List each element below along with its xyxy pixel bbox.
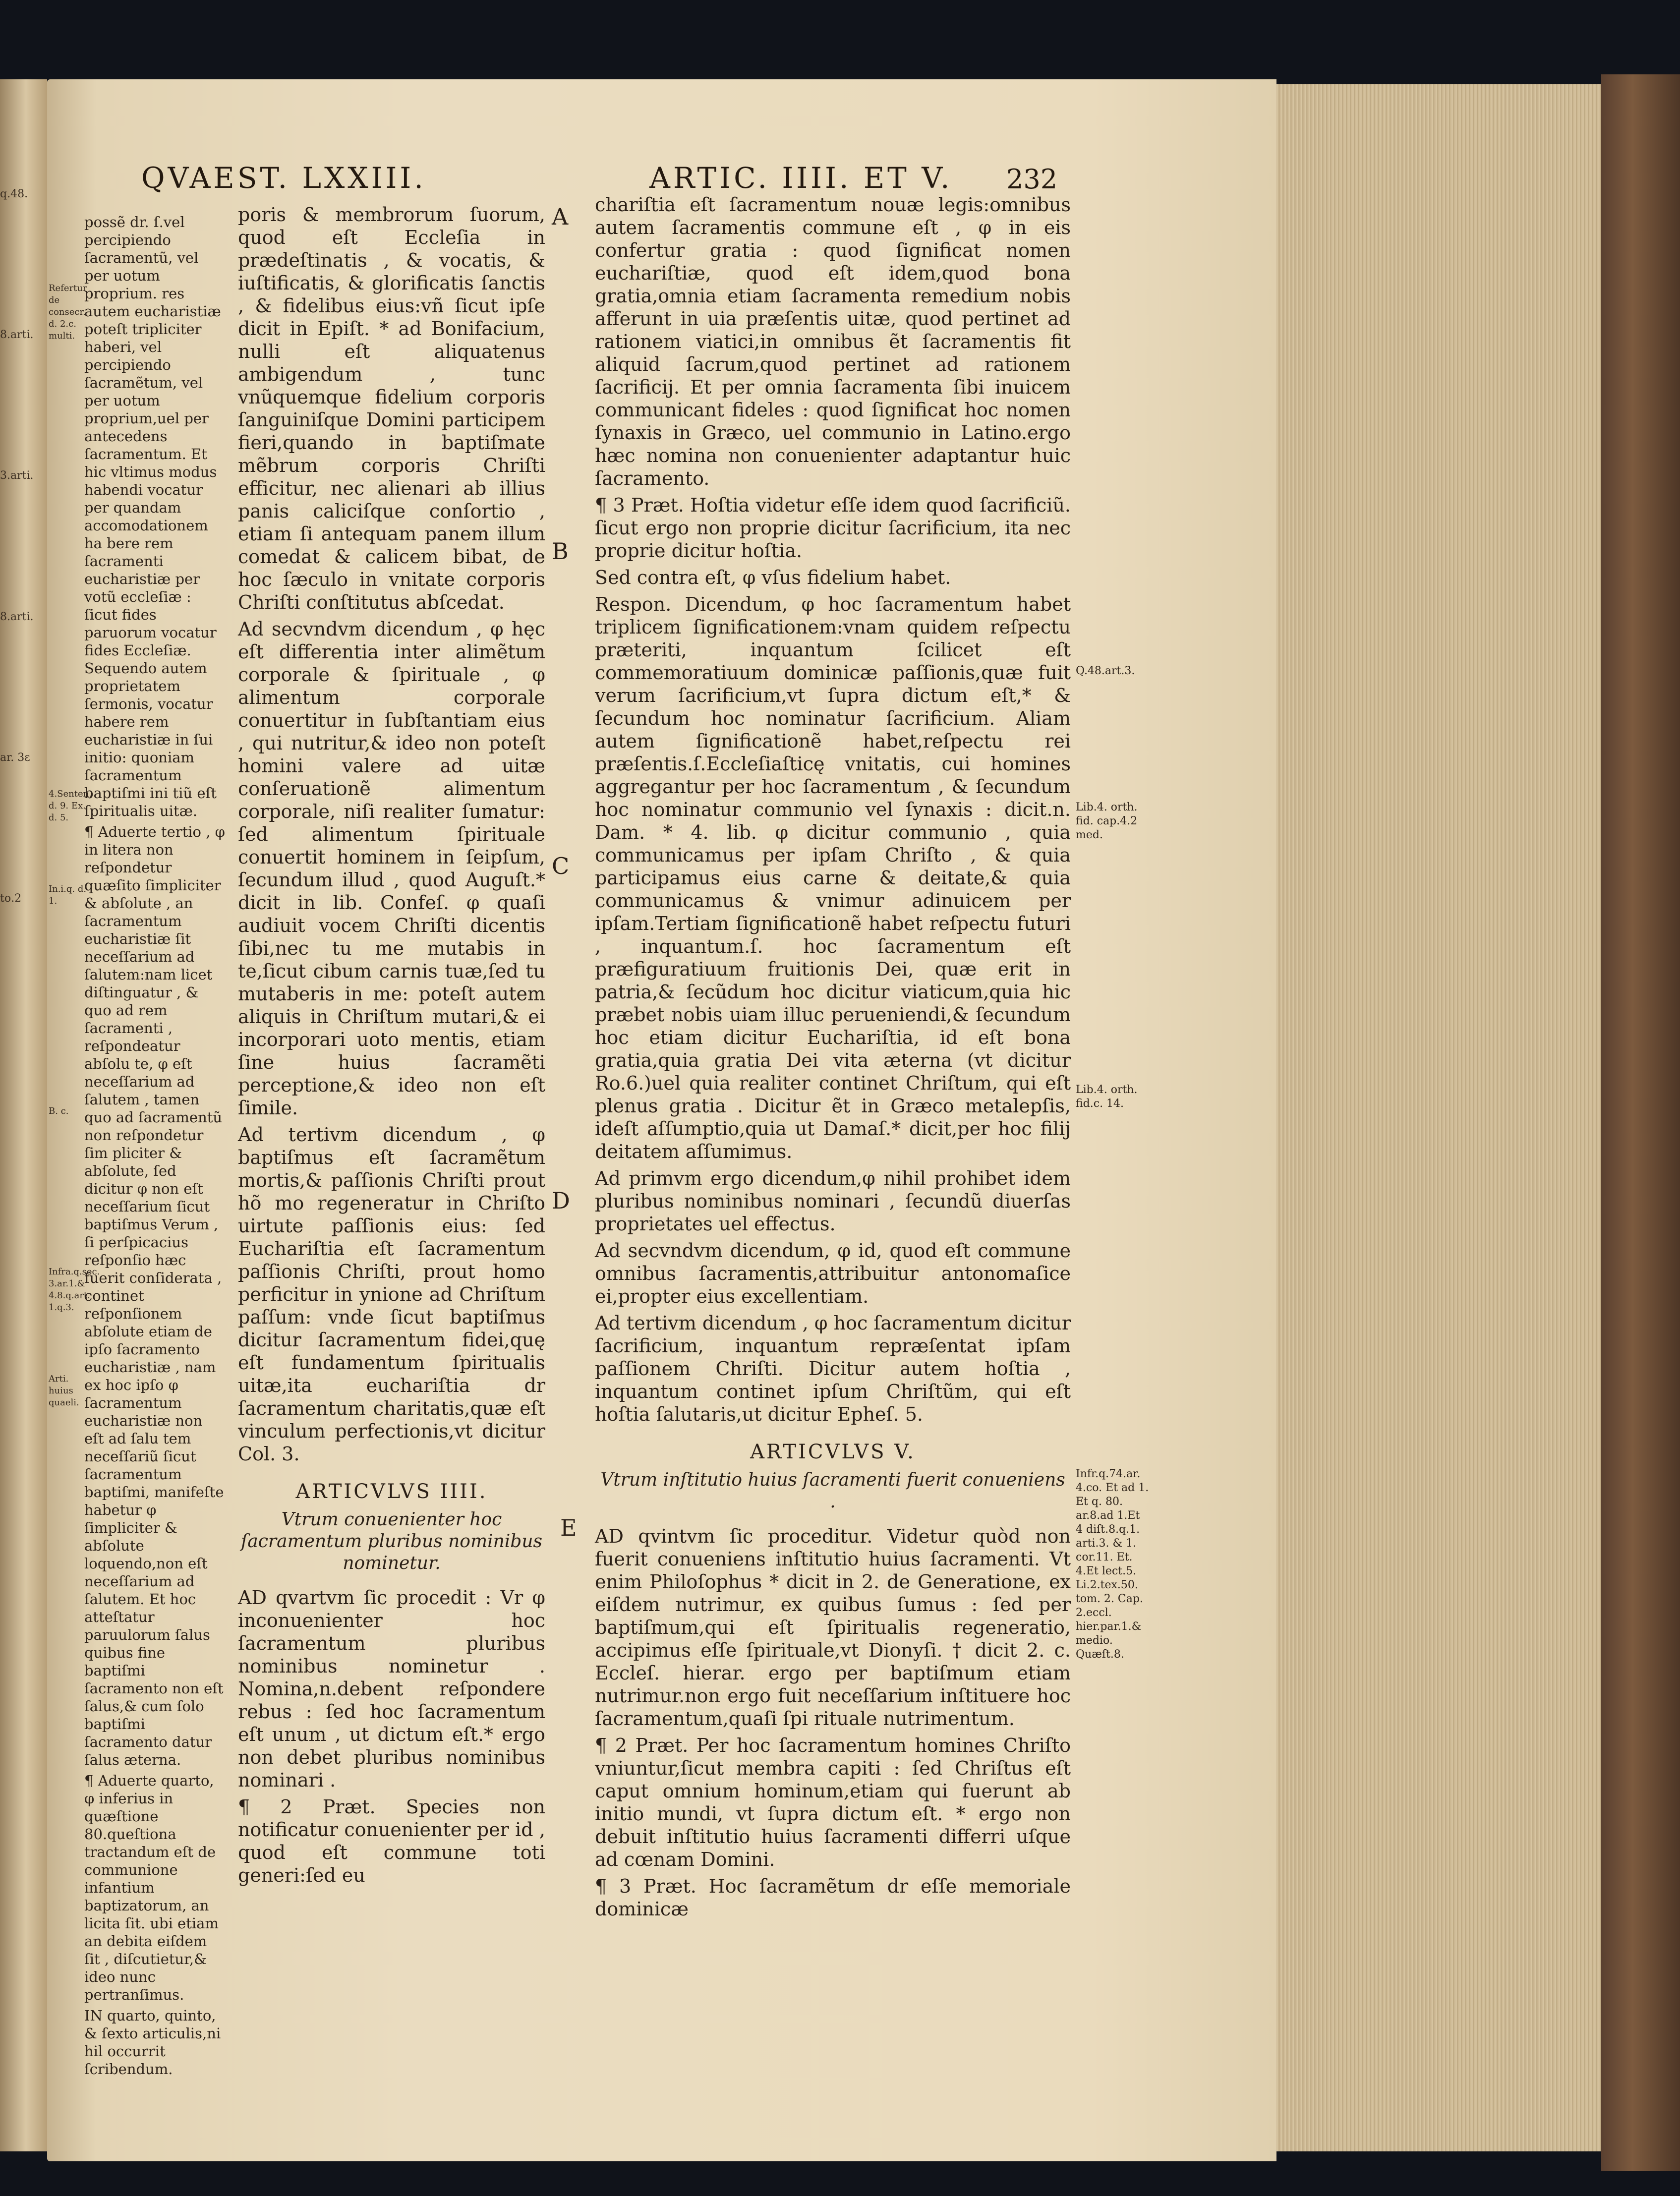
running-head-right: ARTIC. IIII. ET V. [649,161,953,195]
body-paragraph: Ad primvm ergo dicendum,φ nihil prohibet idem pluribus nominibus nominari , ſecundũ diuerſas proprietates uel effectus. [595,1167,1071,1235]
section-letter: A [552,203,569,230]
article-4-question: Vtrum conuenienter hoc ſacramentum pluribus nominibus nominetur. [240,1509,542,1573]
outer-margin-note: Lib.4. orth. fid.c. 14. [1076,1084,1138,1110]
margin-note: Arti. huius quaeli. [49,1374,79,1408]
left-leaf-note: tο.2 [0,892,22,905]
margin-note: Infra.q.sec. 3.ar.1.& 4.8.q.art. 1.q.3. [49,1267,100,1313]
article-4-heading: ARTICVLVS IIII. [295,1480,488,1503]
gloss-paragraph: IN quarto, quinto, & ſexto articulis,ni hil occurrit ſcribendum. [84,2007,221,2078]
section-letter: E [560,1514,577,1541]
body-paragraph: ¶ 3 Præt. Hoſtia videtur eſſe idem quod ſacrificiũ. ſicut ergo non proprie dicitur ſacrificium, ita nec proprie dicitur hoſtia. [595,494,1071,562]
text-column-a [238,203,545,1891]
body-paragraph: AD qvintvm ſic proceditur. Videtur quòd non fuerit conueniens inſtitutio huius ſacramenti. Vt enim Philoſophus * dicit in 2. de Generatione, ex eiſdem nutrimur, ex quibus ſumus : ſed per baptiſmum,qui eſt ſpiritualis regeneratio, accipimus eſſe ſpirituale,vt Dionyſi. † dicit 2. c. Eccleſ. hierar. ergo per baptiſmum etiam nutrimur.non ergo fuit neceſſarium inſtituere hoc ſacramentum,quaſi ſpi rituale nutrimentum. [595,1525,1071,1730]
body-paragraph: poris & membrorum ſuorum, quod eſt Eccleſia in prædeſtinatis , & vocatis, & iuſtificatis, & glorificatis ſanctis , & fidelibus eius:vñ ſicut ipſe dicit in Epiſt. * ad Bonifacium, nulli eſt aliquatenus ambigendum , tunc vnũquemque fidelium corporis ſanguiniſque Domini participem fieri,quando in baptiſmate mẽbrum corporis Chriſti efficitur, nec alienari ab illius panis caliciſque conſortio , etiam ſi antequam panem illum comedat & calicem bibat, de hoc ſæculo in vnitate corporis Chriſti conſtitutus abſcedat. [238,204,545,613]
gloss-paragraph: ¶ Aduerte tertio , φ in litera non reſpondetur quæſito ſimpliciter & abſolute , an ſacramentum eucharistiæ ſit neceſſarium ad ſalutem:nam licet diſtinguatur , & quo ad rem ſacramenti , reſpondeatur abſolu te, φ eſt neceſſarium ad ſalutem , tamen quo ad ſacramentũ non reſpondetur ſim pliciter & abſolute, ſed dicitur φ non eſt neceſſarium ſicut baptiſmus Verum , ſi perſpicacius reſponſio hæc fuerit conſiderata , continet reſponſionem abſolute etiam de ipſo ſacramento eucharistiæ , nam ex hoc ipſo φ ſacramentum eucharistiæ non eſt ad ſalu tem neceſſariũ ſicut ſacramentum baptiſmi, manifeſte habetur φ ſimpliciter & abſolute loquendo,non eſt neceſſarium ad ſalutem. Et hoc atteſtatur paruulorum ſalus quibus fine baptiſmi ſacramento non eſt ſalus,& cum ſolo baptiſmi ſacramento datur ſalus æterna. [84,823,225,1768]
gloss-paragraph: ¶ Aduerte quarto, φ inferius in quæſtione 80.queſtiona tractandum eſt de communione infantium baptizatorum, an licita ſit. ubi etiam an debita eiſdem ſit , diſcutietur,& ideo nunc pertranſimus. [84,1772,219,2003]
body-paragraph: chariſtia eſt ſacramentum nouæ legis:omnibus autem ſacramentis commune eſt , φ in eis confertur gratia : quod ſignificat nomen euchariſtiæ, quod eſt idem,quod bona gratia,omnia etiam ſacramenta remedium nobis afferunt in uia præſentis uitæ, quod pertinet ad rationem viatici,in omnibus ẽt ſacramentis fit aliquid ſacrum,quod pertinet ad rationem ſacrificij. Et per omnia ſacramenta ſibi inuicem communicant fideles : quod ſignificat hoc nomen ſynaxis in Græco, uel communio in Latino.ergo hæc nomina non conuenienter adaptantur huic ſacramento. [595,194,1071,489]
margin-note: In.i.q. d. 1. [49,884,87,906]
outer-margin-note: Infr.q.74.ar. 4.co. Et ad 1. Et q. 80. ar.8.ad 1.Et 4 diſt.8.q.1. arti.3. & 1. cor.11. Et. 4.Et lect.5. Li.2.tex.50. tom. 2. Cap. 2.eccl. hier.par.1.& medio. Quæſt.8. [1076,1468,1149,1661]
page-number: 232 [1006,164,1058,195]
left-leaf-notes [0,188,47,1034]
body-paragraph: Ad secvndvm dicendum, φ id, quod eſt commune omnibus ſacramentis,attribuitur antonomaſice ei,propter eius excellentiam. [595,1240,1071,1307]
body-paragraph: ¶ 3 Præt. Hoc ſacramẽtum dr eſſe memoriale dominicæ [595,1875,1071,1920]
running-head-left: QVAEST. LXXIII. [141,161,426,195]
left-leaf-note: ar. 3ε [0,751,30,764]
book-cover-edge [1601,74,1680,2171]
article-5-question: Vtrum inſtitutio huius ſacramenti fuerit conueniens . [600,1470,1065,1512]
left-leaf-note: q.48. [0,188,28,200]
body-paragraph: Ad secvndvm dicendum , φ hęc eſt differentia inter alimẽtum corporale & ſpirituale , φ alimentum corporale conuertitur in ſubſtantiam eius , qui nutritur,& ideo non poteſt homini valere ad uitæ conſeruationẽ alimentum corporale, niſi realiter ſumatur: ſed alimentum ſpirituale conuertit hominem in ſeipſum, ſecundum illud , quod Auguſt.* dicit in lib. Confeſ. φ quaſi audiuit vocem Chriſti dicentis ſibi,nec tu me mutabis in te,ſicut cibum carnis tuæ,ſed tu mutaberis in me: poteſt autem aliquis in Chriſtum mutari,& ei incorporari uoto mentis, etiam ſine huius ſacramẽti perceptione,& ideo non eſt ſimile. [238,618,545,1119]
body-paragraph: Sed contra eſt, φ vſus fidelium habet. [595,567,951,588]
page-fore-edge [1276,84,1633,2151]
section-letter: C [552,853,570,879]
body-paragraph: ¶ 2 Præt. Per hoc ſacramentum homines Chriſto vniuntur,ſicut membra capiti : ſed Chriſtus eſt caput omnium hominum,etiam qui fuerunt ab initio mundi, vt ſupra dictum eſt. * ergo non debuit inſtitutio huius ſacramenti differri uſque ad cœnam Domini. [595,1734,1071,1870]
margin-note: Refertur de consecr. d. 2.c. multi. [49,283,87,341]
margin-note: B. c. [49,1106,69,1116]
section-letter: D [552,1187,570,1214]
body-paragraph: Respon. Dicendum, φ hoc ſacramentum habet triplicem ſignificationem:vnam quidem reſpectu præteriti, inquantum ſcilicet eſt commemoratiuum dominicæ paſſionis,quæ fuit verum ſacrificium,vt ſupra dictum eſt,* & ſecundum hoc nominatur ſacrificium. Aliam autem ſignificationẽ habet,reſpectu rei præſentis.ſ.Eccleſiaſticę vnitatis, cui homines aggregantur per hoc ſacramentum , & ſecundum hoc nominatur communio vel ſynaxis : dicit.n. Dam. * 4. lib. φ dicitur communio , quia communicamus per ipſam Chriſto , & quia participamus eius carne & deitate,& quia communicamus & vnimur adinuicem per ipſam.Tertiam ſignificationẽ habet reſpectu futuri , inquantum.ſ. hoc ſacramentum eſt præfiguratiuum fruitionis Dei, quæ erit in patria,& ſecũdum hoc dicitur viaticum,quia hic præbet nobis uiam illuc perueniendi,& ſecundum hoc etiam dicitur Euchariſtia, id eſt bona gratia,quia gratia Dei vita æterna (vt dicitur Ro.6.)uel quia realiter continet Chriſtum, qui eſt plenus gratia . Dicitur ẽt in Græco metalepſis, ideſt aſſumptio,quia ut Damaſ.* dicit,per hoc filij deitatem aſſumimus. [595,593,1071,1162]
body-paragraph: AD qvartvm ſic procedit : Vr φ inconuenienter hoc ſacramentum pluribus nominibus nominetur . Nomina,n.debent reſpondere rebus : ſed hoc ſacramentum eſt unum , ut dictum eſt.* ergo non debet pluribus nominibus nominari . [238,1587,545,1791]
outer-margin-note: Lib.4. orth. fid. cap.4.2 med. [1076,801,1138,841]
left-leaf-note: 8.arti. [0,610,34,623]
text-column-b [595,193,1071,1924]
body-paragraph: ¶ 2 Præt. Species non notificatur conuenienter per id , quod eſt commune toti generi:ſed eu [238,1796,545,1886]
left-leaf-note: 8.arti. [0,329,34,342]
inner-margin-notes [49,283,100,1468]
body-paragraph: Ad tertivm dicendum , φ baptiſmus eſt ſacramẽtum mortis,& paſſionis Chriſti prout hõ mo regeneratur in Chriſto uirtute paſſionis eius: ſed Euchariſtia eſt ſacramentum paſſionis Chriſti, prout homo perficitur in ynione ad Chriſtum paſſum: vnde ſicut baptiſmus dicitur ſacramentum fidei,quę eſt fundamentum ſpiritualis uitæ,ita euchariſtia dr ſacramentum charitatis,quæ eſt vinculum perfectionis,vt dicitur Col. 3. [238,1124,545,1465]
body-paragraph: Ad tertivm dicendum , φ hoc ſacramentum dicitur ſacrificium, inquantum repræſentat ipſam paſſionem Chriſti. Dicitur autem hoſtia , inquantum continet ipſum Chriſtũm, qui eſt hoſtia ſalutaris,ut dicitur Epheſ. 5. [595,1312,1071,1425]
outer-margin-note: Q.48.art.3. [1076,665,1135,677]
section-letter: B [552,538,569,565]
gloss-paragraph: possẽ dr. ſ.vel percipiendo ſacramentũ, vel per uotum proprium. res autem eucharistiæ poteſt tripliciter haberi, vel percipiendo ſacramẽtum, vel per uotum proprium,uel per antecedens ſacramentum. Et hic vltimus modus habendi vocatur per quandam accomodationem ha bere rem ſacramenti eucharistiæ per votũ eccleſiæ : ſicut fides paruorum vocatur fides Eccleſiæ. Sequendo autem proprietatem ſermonis, vocatur habere rem eucharistiæ in ſui initio: quoniam ſacramentum baptiſmi ini tiũ eſt ſpiritualis uitæ. [84,214,221,819]
commentary-gloss [84,213,226,2081]
left-leaf-note: 3.arti. [0,469,34,482]
margin-note: 4.Senten. d. 9. Ex. d. 5. [49,789,92,823]
article-5-heading: ARTICVLVS V. [750,1441,916,1463]
